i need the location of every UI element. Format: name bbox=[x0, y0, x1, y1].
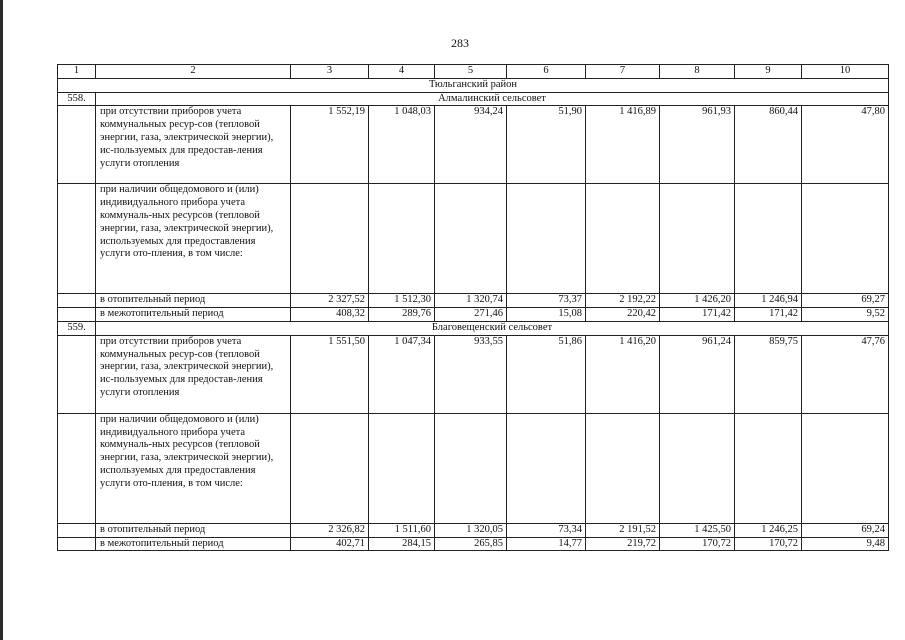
value-cell: 170,72 bbox=[735, 537, 802, 551]
value-cell: 1 246,25 bbox=[735, 523, 802, 537]
value-cell: 47,80 bbox=[802, 106, 889, 184]
district-name: Тюльганский район bbox=[58, 78, 889, 92]
empty-cell bbox=[660, 413, 735, 523]
table-row bbox=[58, 537, 889, 551]
value-cell: 69,24 bbox=[802, 523, 889, 537]
tariff-table bbox=[57, 64, 889, 551]
empty-cell bbox=[586, 184, 660, 294]
section-number: 559. bbox=[58, 321, 96, 335]
value-cell: 1 426,20 bbox=[660, 294, 735, 308]
value-cell: 961,93 bbox=[660, 106, 735, 184]
value-cell: 1 047,34 bbox=[369, 335, 435, 413]
empty-cell bbox=[507, 413, 586, 523]
empty-cell bbox=[735, 184, 802, 294]
table-row bbox=[58, 335, 889, 413]
empty-cell bbox=[369, 413, 435, 523]
table-row bbox=[58, 184, 889, 294]
value-cell: 73,37 bbox=[507, 294, 586, 308]
value-cell: 1 320,05 bbox=[435, 523, 507, 537]
empty-cell bbox=[58, 294, 96, 308]
table-row bbox=[58, 413, 889, 523]
row-description: при отсутствии приборов учета коммунальных ресур-сов (тепловой энергии, газа, электрической энергии), ис-пользуемых для предостав-ления услуги отопления bbox=[96, 106, 291, 184]
value-cell: 14,77 bbox=[507, 537, 586, 551]
value-cell: 408,32 bbox=[291, 308, 369, 322]
column-number: 1 bbox=[58, 65, 96, 79]
row-label: в отопительный период bbox=[96, 294, 291, 308]
value-cell: 171,42 bbox=[660, 308, 735, 322]
empty-cell bbox=[435, 413, 507, 523]
value-cell: 1 425,50 bbox=[660, 523, 735, 537]
empty-cell bbox=[291, 184, 369, 294]
value-cell: 9,52 bbox=[802, 308, 889, 322]
value-cell: 933,55 bbox=[435, 335, 507, 413]
section-name: Благовещенский сельсовет bbox=[96, 321, 889, 335]
value-cell: 402,71 bbox=[291, 537, 369, 551]
value-cell: 220,42 bbox=[586, 308, 660, 322]
value-cell: 271,46 bbox=[435, 308, 507, 322]
empty-cell bbox=[802, 184, 889, 294]
value-cell: 1 551,50 bbox=[291, 335, 369, 413]
district-row bbox=[58, 78, 889, 92]
table-row bbox=[58, 523, 889, 537]
empty-cell bbox=[58, 106, 96, 184]
scan-edge bbox=[0, 0, 3, 640]
value-cell: 2 192,22 bbox=[586, 294, 660, 308]
value-cell: 2 326,82 bbox=[291, 523, 369, 537]
value-cell: 1 512,30 bbox=[369, 294, 435, 308]
column-number: 10 bbox=[802, 65, 889, 79]
column-number: 7 bbox=[586, 65, 660, 79]
table-row bbox=[58, 106, 889, 184]
value-cell: 859,75 bbox=[735, 335, 802, 413]
value-cell: 1 552,19 bbox=[291, 106, 369, 184]
value-cell: 1 246,94 bbox=[735, 294, 802, 308]
empty-cell bbox=[586, 413, 660, 523]
value-cell: 1 048,03 bbox=[369, 106, 435, 184]
empty-cell bbox=[802, 413, 889, 523]
section-header-row bbox=[58, 321, 889, 335]
value-cell: 2 191,52 bbox=[586, 523, 660, 537]
value-cell: 15,08 bbox=[507, 308, 586, 322]
value-cell: 219,72 bbox=[586, 537, 660, 551]
column-number: 8 bbox=[660, 65, 735, 79]
value-cell: 961,24 bbox=[660, 335, 735, 413]
row-label: в межотопительный период bbox=[96, 537, 291, 551]
empty-cell bbox=[369, 184, 435, 294]
section-number: 558. bbox=[58, 92, 96, 106]
value-cell: 265,85 bbox=[435, 537, 507, 551]
page-number: 283 bbox=[451, 36, 469, 50]
row-description: при наличии общедомового и (или) индивидуального прибора учета коммуналь-ных ресурсов (тепловой энергии, газа, электрической энергии), используемых для предоставления услуги ото-пления, в том числе: bbox=[96, 184, 291, 294]
value-cell: 2 327,52 bbox=[291, 294, 369, 308]
value-cell: 69,27 bbox=[802, 294, 889, 308]
value-cell: 1 416,20 bbox=[586, 335, 660, 413]
table-row bbox=[58, 294, 889, 308]
value-cell: 73,34 bbox=[507, 523, 586, 537]
empty-cell bbox=[58, 413, 96, 523]
column-number: 4 bbox=[369, 65, 435, 79]
value-cell: 51,86 bbox=[507, 335, 586, 413]
column-number: 6 bbox=[507, 65, 586, 79]
table-row bbox=[58, 308, 889, 322]
empty-cell bbox=[58, 184, 96, 294]
value-cell: 51,90 bbox=[507, 106, 586, 184]
value-cell: 171,42 bbox=[735, 308, 802, 322]
empty-cell bbox=[58, 335, 96, 413]
value-cell: 1 416,89 bbox=[586, 106, 660, 184]
empty-cell bbox=[58, 523, 96, 537]
row-label: в межотопительный период bbox=[96, 308, 291, 322]
empty-cell bbox=[58, 537, 96, 551]
section-name: Алмалинский сельсовет bbox=[96, 92, 889, 106]
empty-cell bbox=[58, 308, 96, 322]
empty-cell bbox=[435, 184, 507, 294]
value-cell: 934,24 bbox=[435, 106, 507, 184]
empty-cell bbox=[507, 184, 586, 294]
column-number: 5 bbox=[435, 65, 507, 79]
column-number: 3 bbox=[291, 65, 369, 79]
empty-cell bbox=[735, 413, 802, 523]
row-label: в отопительный период bbox=[96, 523, 291, 537]
column-number-row bbox=[58, 65, 889, 79]
value-cell: 284,15 bbox=[369, 537, 435, 551]
row-description: при отсутствии приборов учета коммунальных ресур-сов (тепловой энергии, газа, электрической энергии), ис-пользуемых для предостав-ления услуги отопления bbox=[96, 335, 291, 413]
row-description: при наличии общедомового и (или) индивидуального прибора учета коммуналь-ных ресурсов (тепловой энергии, газа, электрической энергии), используемых для предоставления услуги ото-пления, в том числе: bbox=[96, 413, 291, 523]
column-number: 2 bbox=[96, 65, 291, 79]
value-cell: 1 511,60 bbox=[369, 523, 435, 537]
value-cell: 9,48 bbox=[802, 537, 889, 551]
empty-cell bbox=[660, 184, 735, 294]
value-cell: 860,44 bbox=[735, 106, 802, 184]
value-cell: 170,72 bbox=[660, 537, 735, 551]
empty-cell bbox=[291, 413, 369, 523]
value-cell: 1 320,74 bbox=[435, 294, 507, 308]
column-number: 9 bbox=[735, 65, 802, 79]
section-header-row bbox=[58, 92, 889, 106]
value-cell: 47,76 bbox=[802, 335, 889, 413]
value-cell: 289,76 bbox=[369, 308, 435, 322]
